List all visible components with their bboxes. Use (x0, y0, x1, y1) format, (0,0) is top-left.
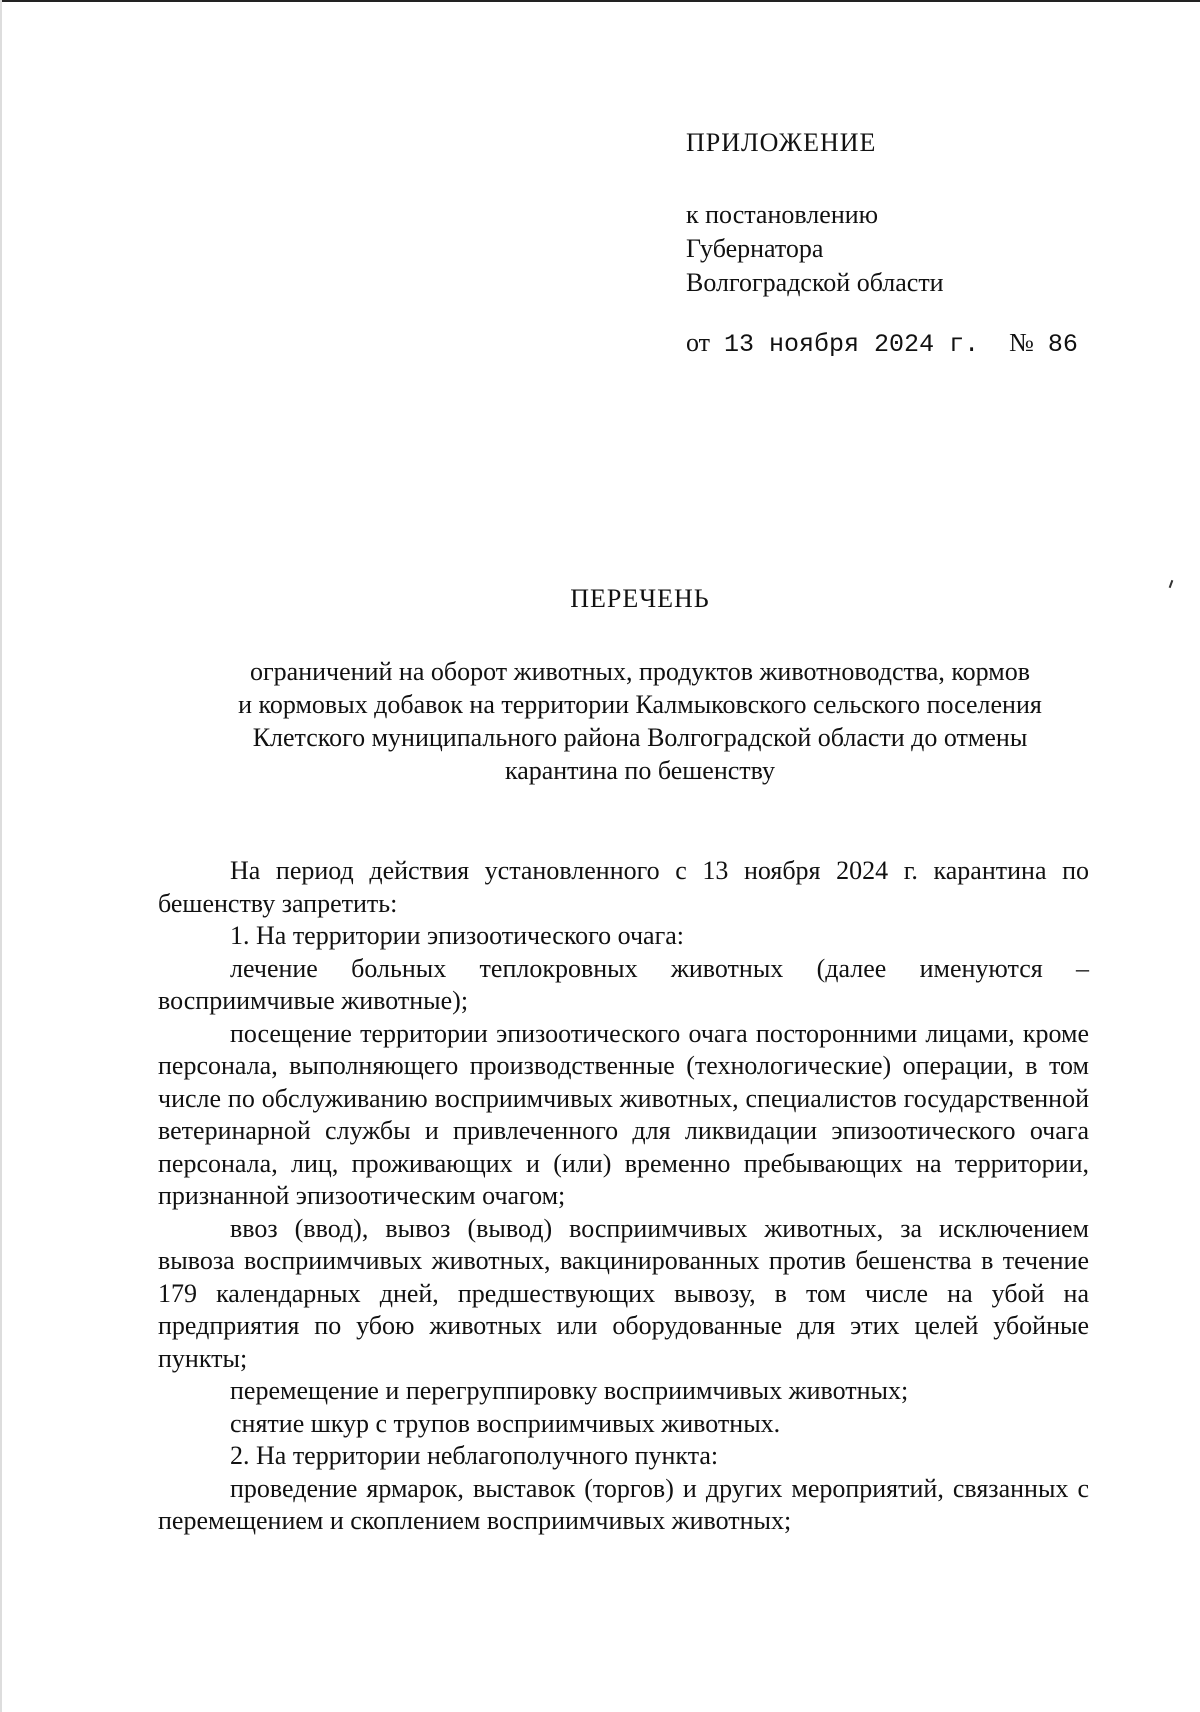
appendix-ref-line-1: к постановлению (686, 200, 879, 229)
paragraph-skinning: снятие шкур с трупов восприимчивых животных. (230, 1408, 781, 1438)
appendix-ref-line-2: Губернатора (686, 234, 824, 263)
scan-edge-left (0, 0, 2, 1712)
document-subheading (140, 655, 1140, 787)
appendix-title: ПРИЛОЖЕНИЕ (686, 128, 877, 157)
scan-speck (1169, 580, 1174, 588)
appendix-reference (686, 198, 1078, 300)
decree-date-line (686, 326, 1078, 362)
document-heading: ПЕРЕЧЕНЬ (570, 584, 710, 613)
subheading-line-1: ограничений на оборот животных, продуктов животноводства, кормов (250, 657, 1030, 686)
number-sign: № (1009, 328, 1034, 357)
paragraph-visiting: посещение территории эпизоотического очага посторонними лицами, кроме персонала, выполняющего производственные (технологические) операции, в том числе по обслуживанию восприимчивых животных, специалистов государственной ветеринарной службы и привлеченного для ликвидации эпизоотического очага персонала, лиц, проживающих и (или) временно пребывающих на территории, признанной эпизоотическим очагом; (158, 1018, 1089, 1210)
decree-date: 13 ноября 2024 г. (724, 330, 980, 359)
document-body (158, 855, 1089, 1538)
paragraph-section-1: 1. На территории эпизоотического очага: (230, 921, 685, 950)
appendix-ref-line-3: Волгоградской области (686, 268, 944, 297)
subheading-line-4: карантина по бешенству (504, 756, 776, 785)
paragraph-regrouping: перемещение и перегруппировку восприимчивых животных; (230, 1376, 909, 1405)
appendix-block (686, 126, 1078, 362)
decree-number: 86 (1047, 330, 1078, 359)
paragraph-fairs: проведение ярмарок, выставок (торгов) и других мероприятий, связанных с перемещением и скоплением восприимчивых животных; (158, 1473, 1089, 1535)
date-prefix: от (686, 328, 711, 357)
paragraph-section-2: 2. На территории неблагополучного пункта: (230, 1441, 719, 1470)
paragraph-import-export: ввоз (ввод), вывоз (вывод) восприимчивых животных, за исключением вывоза восприимчивых животных, вакцинированных против бешенства в течение 179 календарных дней, предшествующих вывозу, в том числе на убой на предприятия по убою животных или оборудованные для этих целей убойные пункты; (158, 1213, 1089, 1373)
scan-edge-top (0, 0, 1200, 2)
paragraph-treatment: лечение больных теплокровных животных (далее именуются – восприимчивые животные); (158, 953, 1089, 1015)
subheading-line-2: и кормовых добавок на территории Калмыковского сельского поселения (238, 690, 1042, 719)
subheading-line-3: Клетского муниципального района Волгоградской области до отмены (252, 723, 1028, 752)
paragraph-intro: На период действия установленного с 13 ноября 2024 г. карантина по бешенству запретить: (158, 856, 1089, 918)
